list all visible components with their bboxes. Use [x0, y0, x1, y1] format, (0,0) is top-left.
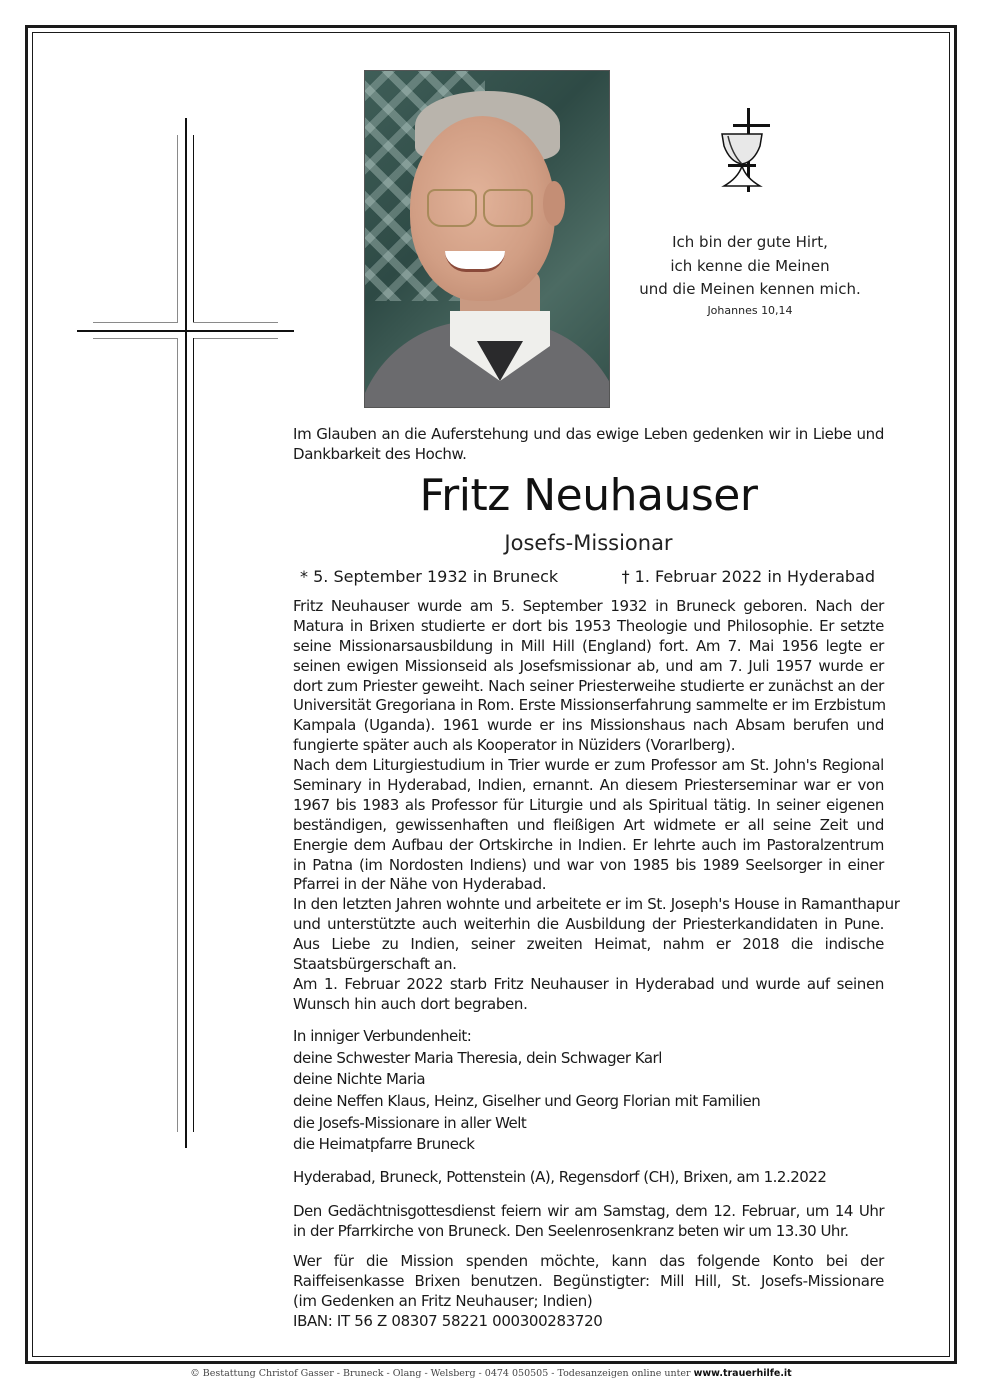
- biography-line: seine Missionarsausbildung in Mill Hill (England) fort. Am 7. Mai 1956 legte er: [293, 636, 884, 655]
- footer-link[interactable]: www.trauerhilfe.it: [693, 1368, 792, 1379]
- mourner: deine Schwester Maria Theresia, dein Schwager Karl: [293, 1048, 662, 1067]
- service-info: [293, 1202, 884, 1242]
- mourners-list: [293, 1026, 760, 1156]
- donation-line: (im Gedenken an Fritz Neuhauser; Indien): [293, 1291, 593, 1310]
- iban: IBAN: IT 56 Z 08307 58221 000300283720: [293, 1311, 603, 1330]
- biography-line: Pfarrei in der Nähe von Hyderabad.: [293, 875, 547, 894]
- biography-line: seinen ewigen Missionseid als Josefsmissionar ab, und am 7. Juli 1957 wurde er: [293, 656, 884, 675]
- deceased-title: Josefs-Missionar: [504, 531, 673, 555]
- footer-text: © Bestattung Christof Gasser - Bruneck - Olang - Welsberg - 0474 050505 - Todesanzeigen online unter: [190, 1368, 691, 1379]
- biography-line: Fritz Neuhauser wurde am 5. September 1932 in Bruneck geboren. Nach der: [293, 597, 884, 615]
- mourner: deine Neffen Klaus, Heinz, Giselher und Georg Florian mit Familien: [293, 1092, 761, 1111]
- biography-line: Energie dem Aufbau der Ortskirche in Indien. Er lehrte auch im Pastoralzentrum: [293, 835, 884, 854]
- biography-line: 1967 bis 1983 als Professor für Liturgie und als Spiritual tätig. In seiner eigenen: [293, 795, 884, 814]
- mourner: die Josefs-Missionare in aller Welt: [293, 1113, 527, 1132]
- biography-line: In den letzten Jahren wohnte und arbeitete er im St. Joseph's House in Ramanthapur: [293, 895, 900, 914]
- place-date: Hyderabad, Bruneck, Pottenstein (A), Regensdorf (CH), Brixen, am 1.2.2022: [293, 1168, 827, 1186]
- mourner: deine Nichte Maria: [293, 1070, 426, 1089]
- service-line: Den Gedächtnisgottesdienst feiern wir am Samstag, dem 12. Februar, um 14 Uhr: [293, 1202, 884, 1220]
- mourner: die Heimatpfarre Bruneck: [293, 1135, 475, 1154]
- donation-info: [293, 1252, 884, 1332]
- biography-line: fungierte später auch als Kooperator in Nüziders (Vorarlberg).: [293, 736, 736, 755]
- intro-line: Im Glauben an die Auferstehung und das ewige Leben gedenken wir in Liebe und: [293, 425, 884, 443]
- donation-line: Raiffeisenkasse Brixen benutzen. Begünstigter: Mill Hill, St. Josefs-Missionare: [293, 1271, 884, 1290]
- biography-line: Am 1. Februar 2022 starb Fritz Neuhauser in Hyderabad und wurde auf seinen: [293, 974, 884, 993]
- biography-line: Kampala (Uganda). 1961 wurde er ins Missionshaus nach Absam berufen und: [293, 716, 884, 735]
- chalice-cross-icon: [720, 106, 780, 196]
- biography-line: Aus Liebe zu Indien, seiner zweiten Heimat, nahm er 2018 die indische: [293, 935, 884, 954]
- biography: [293, 597, 900, 1015]
- intro-text: [293, 425, 884, 465]
- portrait-photo: [364, 70, 610, 408]
- birth-date: * 5. September 1932 in Bruneck: [300, 567, 559, 586]
- death-date: † 1. Februar 2022 in Hyderabad: [621, 567, 875, 586]
- biography-line: Staatsbürgerschaft an.: [293, 955, 457, 974]
- biography-line: Wunsch hin auch dort begraben.: [293, 994, 528, 1013]
- footer: [0, 1368, 982, 1379]
- mourners-heading: In inniger Verbundenheit:: [293, 1027, 472, 1045]
- biography-line: Nach dem Liturgiestudium in Trier wurde er zum Professor am St. John's Regional: [293, 756, 884, 775]
- verse-line: Ich bin der gute Hirt,: [672, 233, 828, 251]
- biography-line: dort zum Priester geweiht. Nach seiner Priesterweihe studierte er zunächst an der: [293, 676, 884, 695]
- biography-line: Matura in Brixen studierte er dort bis 1953 Theologie und Philosophie. Er setzte: [293, 616, 884, 635]
- biography-line: Universität Gregoriana in Rom. Erste Missionserfahrung sammelte er im Erzbistum: [293, 696, 886, 715]
- intro-line: Dankbarkeit des Hochw.: [293, 444, 467, 463]
- biography-line: und unterstützte auch weiterhin die Ausbildung der Priesterkandidaten in Pune.: [293, 915, 884, 934]
- biography-line: beständigen, gewissenhaften und fleißigen Art widmete er all seine Zeit und: [293, 815, 884, 834]
- deceased-name: Fritz Neuhauser: [419, 470, 758, 521]
- verse-line: ich kenne die Meinen: [670, 257, 830, 275]
- service-line: in der Pfarrkirche von Bruneck. Den Seelenrosenkranz beten wir um 13.30 Uhr.: [293, 1221, 849, 1240]
- biography-line: Seminary in Hyderabad, Indien, ernannt. An diesem Priesterseminar war er von: [293, 776, 884, 795]
- donation-line: Wer für die Mission spenden möchte, kann das folgende Konto bei der: [293, 1252, 884, 1270]
- biography-line: in Patna (im Nordosten Indiens) und war von 1985 bis 1989 Seelsorger in einer: [293, 855, 884, 874]
- verse-line: und die Meinen kennen mich.: [639, 280, 861, 298]
- verse-reference: Johannes 10,14: [707, 304, 793, 317]
